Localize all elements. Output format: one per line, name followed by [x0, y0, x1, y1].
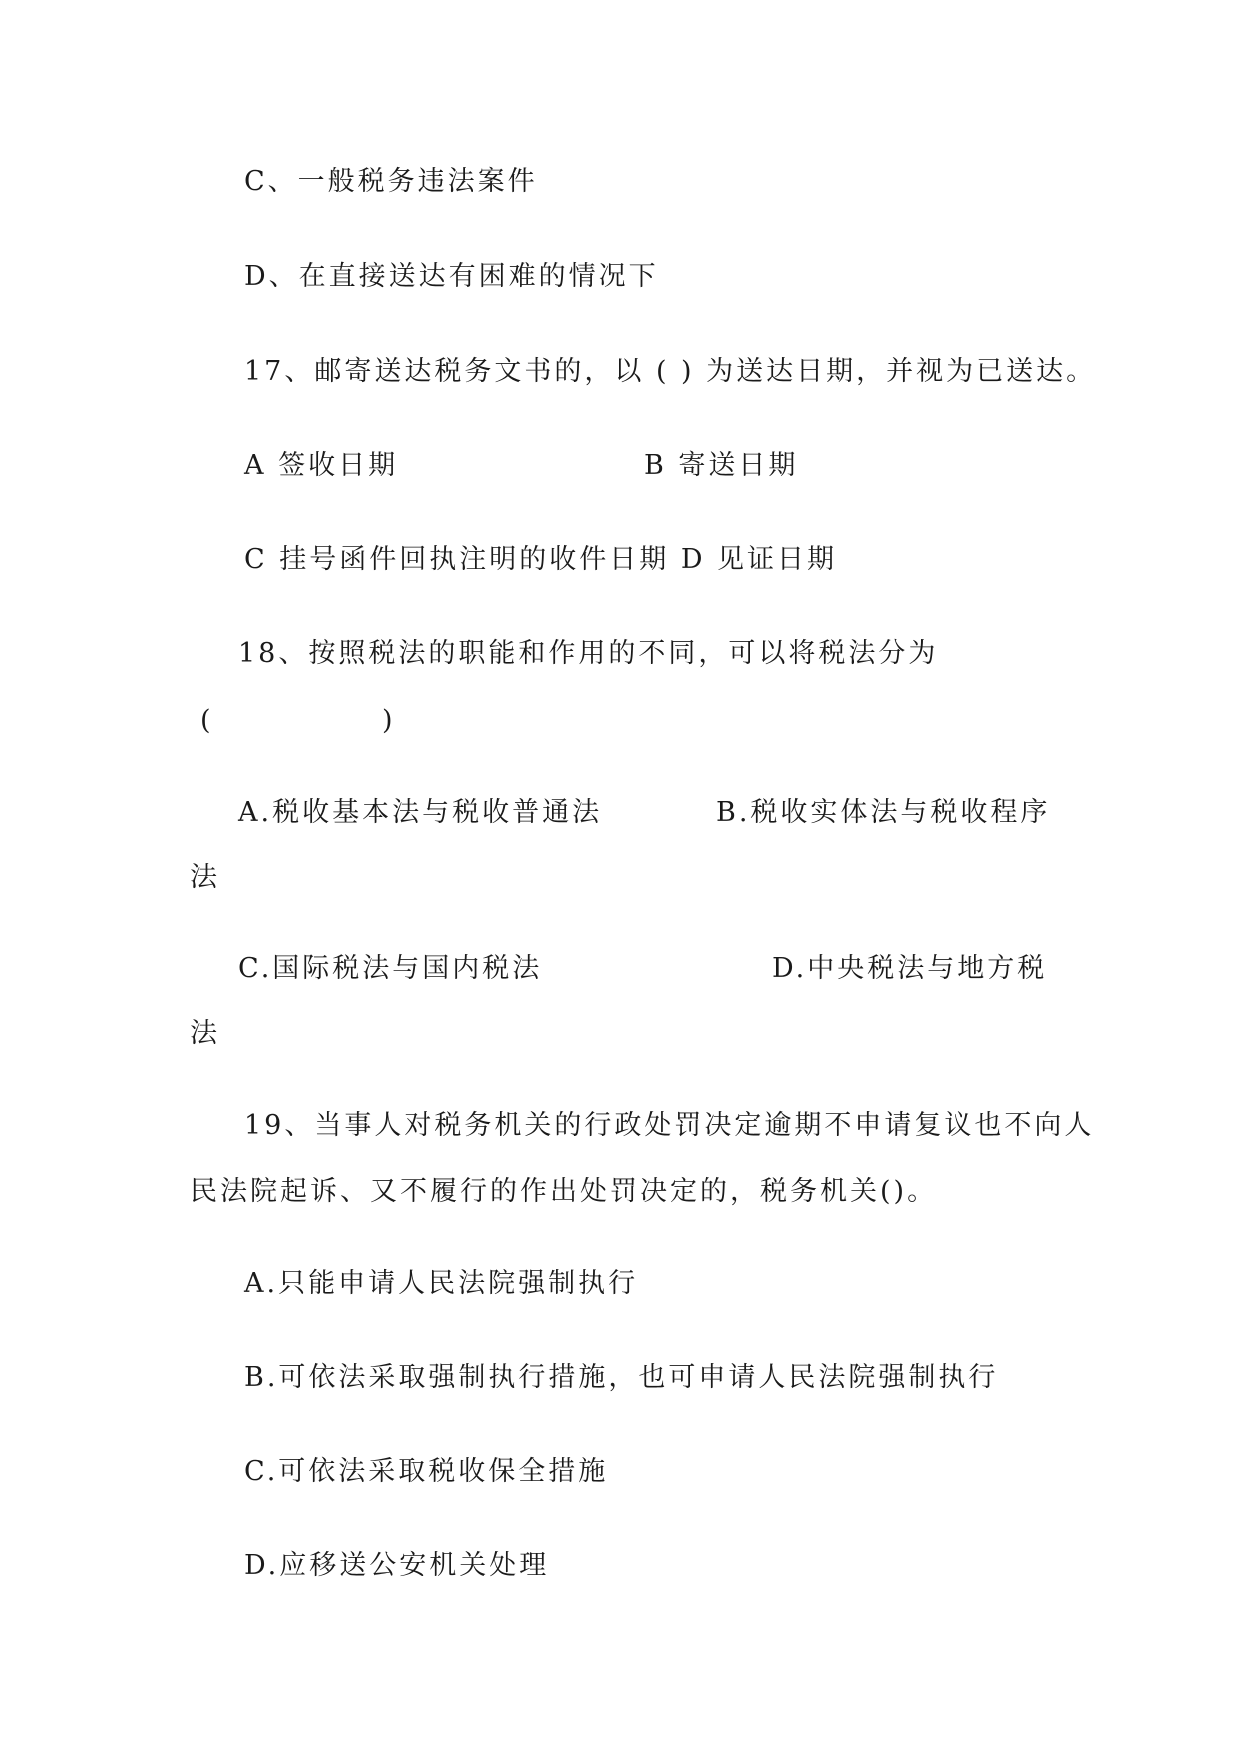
- q18-option-d-continuation: 法: [190, 1018, 220, 1049]
- q17-stem: 17、邮寄送达税务文书的，以 ( ) 为送达日期，并视为已送达。: [244, 356, 1097, 387]
- q19-option-c: C.可依法采取税收保全措施: [244, 1456, 609, 1487]
- q16-option-c: C、一般税务违法案件: [244, 166, 538, 197]
- q18-blank-close: ): [382, 705, 396, 736]
- q19-option-b: B.可依法采取强制执行措施，也可申请人民法院强制执行: [244, 1362, 999, 1393]
- q18-stem: 18、按照税法的职能和作用的不同，可以将税法分为: [238, 638, 939, 669]
- q18-blank-open: (: [200, 705, 214, 736]
- q16-option-d: D、在直接送达有困难的情况下: [244, 261, 659, 292]
- q19-stem-line1: 19、当事人对税务机关的行政处罚决定逾期不申请复议也不向人: [244, 1110, 1095, 1141]
- q18-option-b-continuation: 法: [190, 862, 220, 893]
- q19-stem-line2: 民法院起诉、又不履行的作出处罚决定的，税务机关()。: [190, 1176, 938, 1207]
- q17-option-b: B 寄送日期: [644, 450, 799, 481]
- q18-option-c: C.国际税法与国内税法: [238, 953, 543, 984]
- q18-option-a: A.税收基本法与税收普通法: [238, 797, 603, 828]
- q19-option-a: A.只能申请人民法院强制执行: [244, 1268, 639, 1299]
- q18-option-d: D.中央税法与地方税: [772, 953, 1048, 984]
- q17-option-a: A 签收日期: [244, 450, 399, 481]
- q18-option-b: B.税收实体法与税收程序: [716, 797, 1051, 828]
- q17-option-c-d: C 挂号函件回执注明的收件日期 D 见证日期: [244, 544, 838, 575]
- q19-option-d: D.应移送公安机关处理: [244, 1550, 550, 1581]
